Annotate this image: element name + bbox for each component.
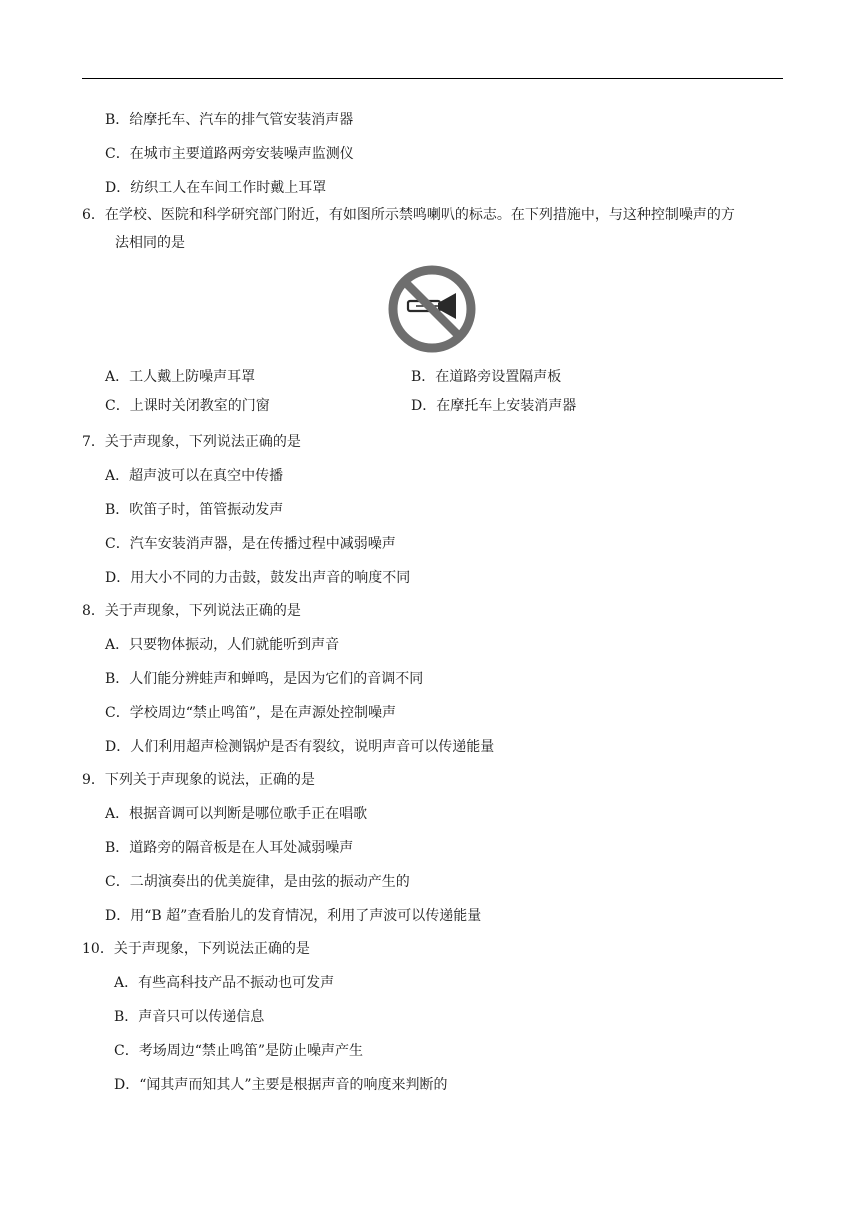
q7-option-c: C．汽车安装消声器，是在传播过程中减弱噪声	[105, 536, 396, 552]
q9-option-a: A．根据音调可以判断是哪位歌手正在唱歌	[105, 806, 368, 822]
no-honking-sign-icon	[386, 263, 478, 355]
q7-stem: 7．关于声现象，下列说法正确的是	[82, 434, 301, 450]
q7-option-a: A．超声波可以在真空中传播	[105, 468, 284, 484]
q10-option-d: D．“闻其声而知其人”主要是根据声音的响度来判断的	[114, 1077, 448, 1093]
q7-option-b: B．吹笛子时，笛管振动发声	[105, 502, 284, 518]
q9-option-c: C．二胡演奏出的优美旋律，是由弦的振动产生的	[105, 874, 410, 890]
q8-option-c: C．学校周边“禁止鸣笛”，是在声源处控制噪声	[105, 705, 397, 721]
q6-option-c: C．上课时关闭教室的门窗	[105, 398, 270, 414]
q6-option-b: B．在道路旁设置隔声板	[411, 369, 562, 385]
header-rule	[82, 78, 783, 79]
q9-option-b: B．道路旁的隔音板是在人耳处减弱噪声	[105, 840, 354, 856]
q9-option-d: D．用“B 超”查看胎儿的发育情况，利用了声波可以传递能量	[105, 908, 482, 924]
q8-option-d: D．人们利用超声检测锅炉是否有裂纹，说明声音可以传递能量	[105, 739, 495, 755]
q10-option-c: C．考场周边“禁止鸣笛”是防止噪声产生	[114, 1043, 364, 1059]
q7-option-d: D．用大小不同的力击鼓，鼓发出声音的响度不同	[105, 570, 411, 586]
q8-stem: 8．关于声现象，下列说法正确的是	[82, 603, 301, 619]
q5-option-c: C．在城市主要道路两旁安装噪声监测仪	[105, 146, 354, 162]
q5-option-b: B．给摩托车、汽车的排气管安装消声器	[105, 112, 354, 128]
q9-stem: 9．下列关于声现象的说法，正确的是	[82, 772, 315, 788]
q10-option-b: B．声音只可以传递信息	[114, 1009, 265, 1025]
q8-option-a: A．只要物体振动，人们就能听到声音	[105, 637, 340, 653]
q5-option-d: D．纺织工人在车间工作时戴上耳罩	[105, 180, 327, 196]
q6-option-d: D．在摩托车上安装消声器	[411, 398, 577, 414]
q6-option-a: A．工人戴上防噪声耳罩	[105, 369, 256, 385]
q10-option-a: A．有些高科技产品不振动也可发声	[114, 975, 335, 991]
q6-stem-line2: 法相同的是	[115, 235, 185, 251]
q6-stem-line1: 6．在学校、医院和科学研究部门附近，有如图所示禁鸣喇叭的标志。在下列措施中，与这种控制噪声的方	[82, 207, 735, 223]
q10-stem: 10．关于声现象，下列说法正确的是	[82, 941, 310, 957]
q8-option-b: B．人们能分辨蛙声和蝉鸣，是因为它们的音调不同	[105, 671, 424, 687]
